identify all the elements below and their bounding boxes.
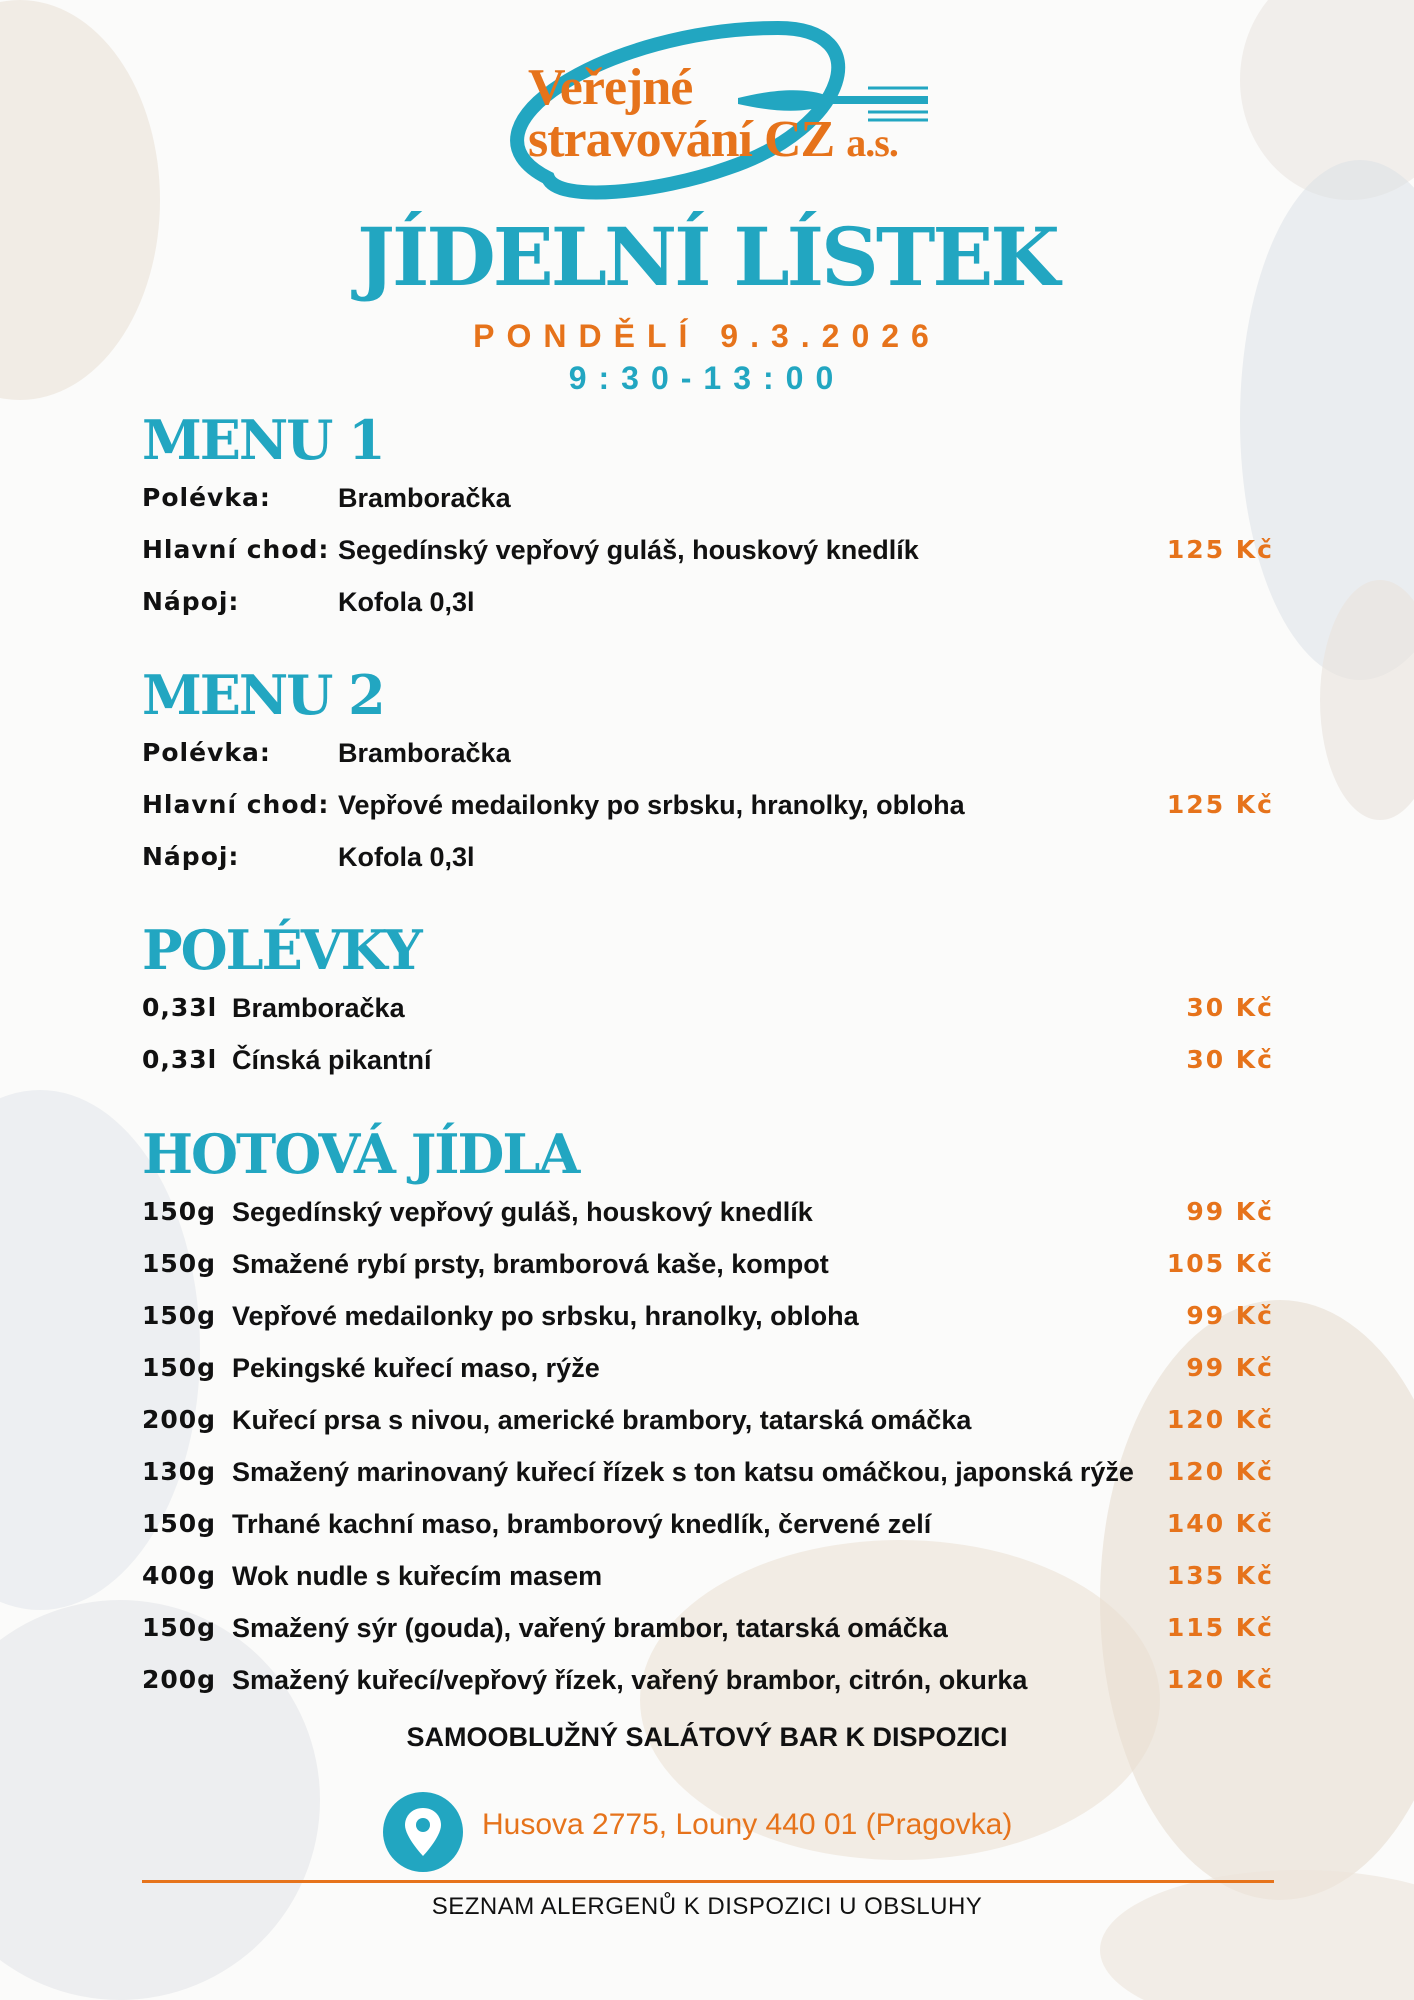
page-title: JÍDELNÍ LÍSTEK xyxy=(357,210,1057,304)
main-label: Hlavní chod: xyxy=(142,790,330,819)
item-name: Segedínský vepřový guláš, houskový knedlík xyxy=(232,1197,813,1227)
item-price: 135 Kč xyxy=(1166,1561,1274,1590)
item-name: Wok nudle s kuřecím masem xyxy=(232,1561,603,1591)
menu2-drink: Kofola 0,3l xyxy=(338,842,475,872)
menu2-main: Vepřové medailonky po srbsku, hranolky, obloha xyxy=(338,790,965,820)
company-logo xyxy=(488,18,928,208)
menu1-drink-row xyxy=(142,576,1274,628)
menu2-heading: MENU 2 xyxy=(142,663,384,727)
list-item xyxy=(142,982,1274,1034)
list-item xyxy=(142,1550,1274,1602)
list-item xyxy=(142,1498,1274,1550)
main-label: Hlavní chod: xyxy=(142,535,330,564)
menu1-main: Segedínský vepřový guláš, houskový knedlík xyxy=(338,535,919,565)
soup-label: Polévka: xyxy=(142,738,271,767)
item-amount: 0,33l xyxy=(142,1045,218,1074)
list-item xyxy=(142,1034,1274,1086)
soups-heading: POLÉVKY xyxy=(142,918,421,982)
meals-heading: HOTOVÁ JÍDLA xyxy=(142,1122,579,1186)
item-amount: 130g xyxy=(142,1457,217,1486)
item-name: Trhané kachní maso, bramborový knedlík, červené zelí xyxy=(232,1509,932,1539)
item-name: Smažený sýr (gouda), vařený brambor, tatarská omáčka xyxy=(232,1613,948,1643)
item-amount: 150g xyxy=(142,1509,217,1538)
menu2-price: 125 Kč xyxy=(1166,790,1274,819)
list-item xyxy=(142,1446,1274,1498)
item-price: 140 Kč xyxy=(1166,1509,1274,1538)
meals-section xyxy=(142,1122,1274,1706)
item-amount: 0,33l xyxy=(142,993,218,1022)
list-item xyxy=(142,1186,1274,1238)
opening-hours: 9:30-13:00 xyxy=(568,360,846,396)
item-price: 30 Kč xyxy=(1186,993,1274,1022)
menu1-heading: MENU 1 xyxy=(142,408,384,472)
divider xyxy=(142,1880,1274,1883)
item-name: Pekingské kuřecí maso, rýže xyxy=(232,1353,600,1383)
allergens-notice: SEZNAM ALERGENŮ K DISPOZICI U OBSLUHY xyxy=(431,1893,983,1920)
soup-label: Polévka: xyxy=(142,483,271,512)
item-amount: 150g xyxy=(142,1197,217,1226)
address: Husova 2775, Louny 440 01 (Pragovka) xyxy=(482,1808,1013,1841)
item-price: 30 Kč xyxy=(1186,1045,1274,1074)
item-price: 99 Kč xyxy=(1186,1197,1274,1226)
item-amount: 150g xyxy=(142,1301,217,1330)
menu2-soup: Bramboračka xyxy=(338,738,511,768)
item-name: Kuřecí prsa s nivou, americké brambory, tatarská omáčka xyxy=(232,1405,972,1435)
menu2-section xyxy=(142,663,1274,883)
drink-label: Nápoj: xyxy=(142,842,240,871)
menu1-price: 125 Kč xyxy=(1166,535,1274,564)
menu1-main-row xyxy=(142,524,1274,576)
item-name: Čínská pikantní xyxy=(232,1045,432,1075)
location-pin-icon xyxy=(383,1792,463,1872)
list-item xyxy=(142,1654,1274,1706)
item-name: Smažené rybí prsty, bramborová kaše, kompot xyxy=(232,1249,829,1279)
item-price: 105 Kč xyxy=(1166,1249,1274,1278)
list-item xyxy=(142,1602,1274,1654)
item-amount: 400g xyxy=(142,1561,217,1590)
item-price: 99 Kč xyxy=(1186,1301,1274,1330)
menu1-section xyxy=(142,408,1274,628)
drink-label: Nápoj: xyxy=(142,587,240,616)
list-item xyxy=(142,1342,1274,1394)
menu1-drink: Kofola 0,3l xyxy=(338,587,475,617)
item-amount: 150g xyxy=(142,1613,217,1642)
soups-section xyxy=(142,918,1274,1086)
item-amount: 200g xyxy=(142,1665,217,1694)
item-amount: 150g xyxy=(142,1353,217,1382)
item-name: Smažený kuřecí/vepřový řízek, vařený brambor, citrón, okurka xyxy=(232,1665,1028,1695)
item-name: Vepřové medailonky po srbsku, hranolky, obloha xyxy=(232,1301,859,1331)
item-price: 120 Kč xyxy=(1166,1665,1274,1694)
item-price: 120 Kč xyxy=(1166,1457,1274,1486)
list-item xyxy=(142,1394,1274,1446)
list-item xyxy=(142,1290,1274,1342)
menu-date: PONDĚLÍ 9.3.2026 xyxy=(473,318,941,354)
menu2-soup-row xyxy=(142,727,1274,779)
menu1-soup-row xyxy=(142,472,1274,524)
logo-suffix: a.s. xyxy=(846,120,898,165)
item-amount: 200g xyxy=(142,1405,217,1434)
salad-bar-notice: SAMOOBLUŽNÝ SALÁTOVÝ BAR K DISPOZICI xyxy=(406,1722,1008,1752)
menu2-drink-row xyxy=(142,831,1274,883)
list-item xyxy=(142,1238,1274,1290)
item-price: 99 Kč xyxy=(1186,1353,1274,1382)
menu2-main-row xyxy=(142,779,1274,831)
logo-line2: stravování CZ a.s. xyxy=(528,111,898,168)
item-name: Smažený marinovaný kuřecí řízek s ton katsu omáčkou, japonská rýže xyxy=(232,1457,1134,1487)
item-price: 120 Kč xyxy=(1166,1405,1274,1434)
item-price: 115 Kč xyxy=(1166,1613,1274,1642)
menu1-soup: Bramboračka xyxy=(338,483,511,513)
item-name: Bramboračka xyxy=(232,993,405,1023)
item-amount: 150g xyxy=(142,1249,217,1278)
logo-line1: Veřejné xyxy=(528,59,693,116)
